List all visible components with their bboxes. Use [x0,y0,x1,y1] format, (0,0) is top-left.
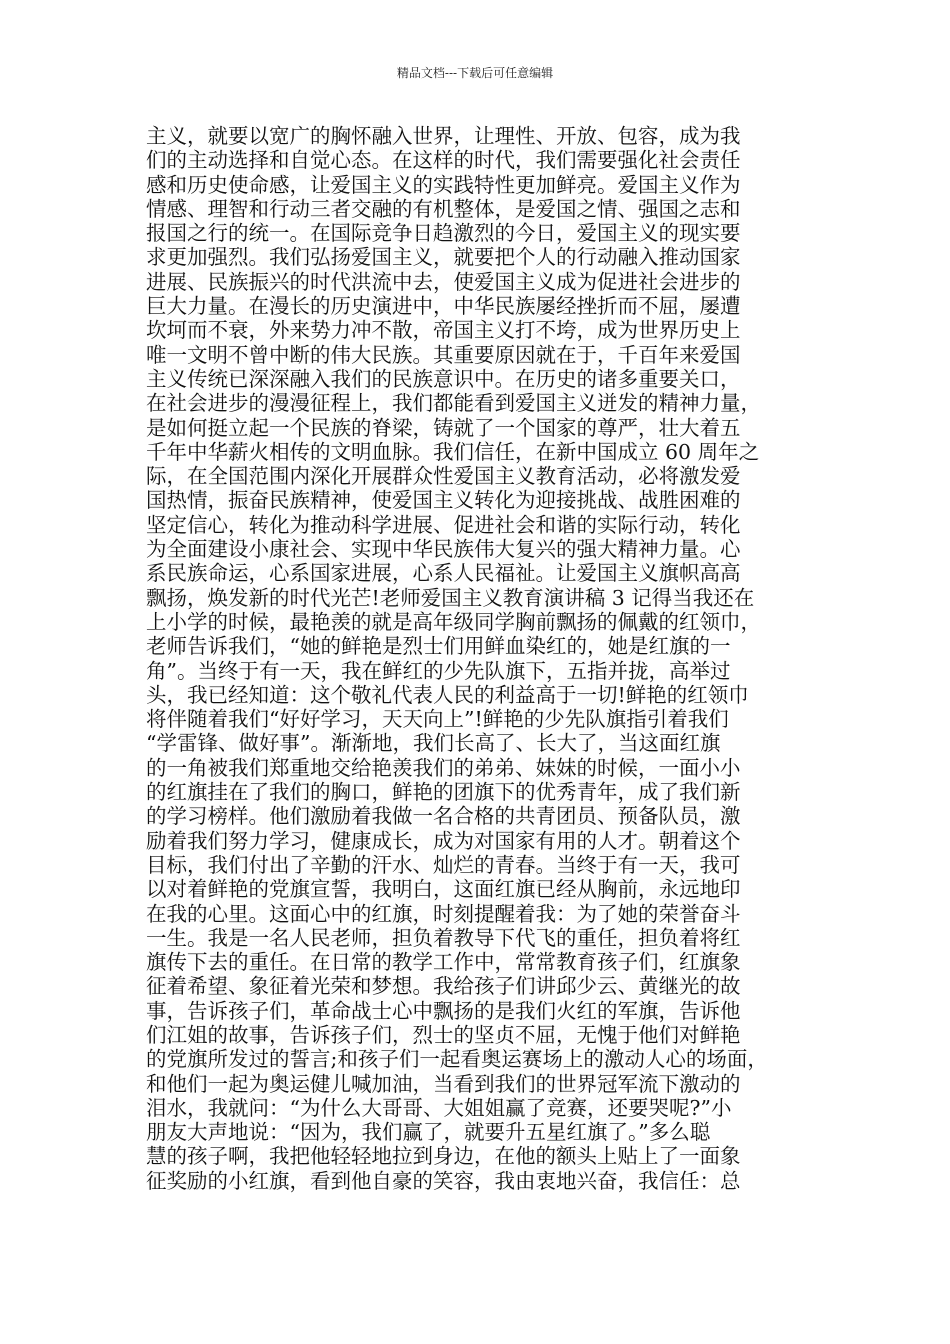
text-line: 感和历史使命感，让爱国主义的实践特性更加鲜亮。爱国主义作为 [146,172,741,197]
text-line: 主义，就要以宽广的胸怀融入世界，让理性、开放、包容，成为我 [146,124,741,148]
text-line: 角”。当终于有一天，我在鲜红的少先队旗下，五指并拢，高举过 [146,658,731,683]
text-line: 头，我已经知道：这个敬礼代表人民的利益高于一切!鲜艳的红领巾 [146,682,749,707]
text-line: 进展、民族振兴的时代洪流中去，使爱国主义成为促进社会进步的 [146,269,741,294]
text-line: 朋友大声地说：“因为，我们赢了，就要升五星红旗了。”多么聪 [146,1120,711,1145]
text-line: 泪水，我就问：“为什么大哥哥、大姐姐赢了竞赛，还要哭呢?”小 [146,1095,732,1120]
page-header: 精品文档---下载后可任意编辑 [396,66,554,80]
text-line: 征奖励的小红旗，看到他自豪的笑容，我由衷地兴奋，我信任：总 [146,1168,741,1193]
text-line: 求更加强烈。我们弘扬爱国主义，就要把个人的行动融入推动国家 [146,245,741,270]
text-line: 们江姐的故事，告诉孩子们，烈士的坚贞不屈，无愧于他们对鲜艳 [146,1022,741,1047]
text-line: 将伴随着我们“好好学习，天天向上”!鲜艳的少先队旗指引着我们 [146,707,729,732]
text-line: 和他们一起为奥运健儿喊加油，当看到我们的世界冠军流下激动的 [146,1071,741,1096]
text-line: 为全面建设小康社会、实现中华民族伟大复兴的强大精神力量。心 [146,537,741,562]
text-line: 上小学的时候，最艳羡的就是高年级同学胸前飘扬的佩戴的红领巾， [146,609,761,634]
text-line: 的一角被我们郑重地交给艳羡我们的弟弟、妹妹的时候，一面小小 [146,755,741,780]
body-text [146,124,816,1193]
text-line: 情感、理智和行动三者交融的有机整体，是爱国之情、强国之志和 [146,196,741,221]
text-line: 飘扬，焕发新的时代光芒!老师爱国主义教育演讲稿 3 记得当我还在 [146,585,755,610]
text-line: 的红旗挂在了我们的胸口，鲜艳的团旗下的优秀青年，成了我们新 [146,780,741,805]
text-line: 坎坷而不衰，外来势力冲不散，帝国主义打不垮，成为世界历史上 [146,318,741,343]
text-line: 主义传统已深深融入我们的民族意识中。在历史的诸多重要关口， [146,366,741,391]
text-line: 报国之行的统一。在国际竞争日趋激烈的今日，爱国主义的现实要 [146,221,741,246]
text-line: 慧的孩子啊，我把他轻轻地拉到身边，在他的额头上贴上了一面象 [146,1144,741,1169]
text-line: 以对着鲜艳的党旗宣誓，我明白，这面红旗已经从胸前，永远地印 [146,877,741,902]
text-line: 们的主动选择和自觉心态。在这样的时代，我们需要强化社会责任 [146,148,741,173]
text-line: 巨大力量。在漫长的历史演进中，中华民族屡经挫折而不屈，屡遭 [146,294,741,319]
text-line: 国热情，振奋民族精神，使爱国主义转化为迎接挑战、战胜困难的 [146,488,741,513]
text-line: 目标，我们付出了辛勤的汗水、灿烂的青春。当终于有一天，我可 [146,852,741,877]
text-line: 事，告诉孩子们，革命战士心中飘扬的是我们火红的军旗，告诉他 [146,998,741,1023]
text-line: “学雷锋、做好事”。渐渐地，我们长高了、长大了，当这面红旗 [146,731,721,756]
text-line: 旗传下去的重任。在日常的教学工作中，常常教育孩子们，红旗象 [146,950,741,975]
text-line: 的学习榜样。他们激励着我做一名合格的共青团员、预备队员，激 [146,804,741,829]
text-line: 际，在全国范围内深化开展群众性爱国主义教育活动，必将激发爱 [146,464,741,489]
text-line: 在我的心里。这面心中的红旗，时刻提醒着我：为了她的荣誉奋斗 [146,901,741,926]
text-line: 一生。我是一名人民老师，担负着教导下代飞的重任，担负着将红 [146,925,741,950]
text-line: 励着我们努力学习，健康成长，成为对国家有用的人才。朝着这个 [146,828,741,853]
text-line: 坚定信心，转化为推动科学进展、促进社会和谐的实际行动，转化 [146,512,741,537]
text-line: 在社会进步的漫漫征程上，我们都能看到爱国主义迸发的精神力量， [146,391,761,416]
text-line: 唯一文明不曾中断的伟大民族。其重要原因就在于，千百年来爱国 [146,342,741,367]
text-line: 征着希望、象征着光荣和梦想。我给孩子们讲邱少云、黄继光的故 [146,974,741,999]
text-line: 系民族命运，心系国家进展，心系人民福祉。让爱国主义旗帜高高 [146,561,741,586]
text-line: 是如何挺立起一个民族的脊梁，铸就了一个国家的尊严，壮大着五 [146,415,741,440]
text-line: 老师告诉我们，“她的鲜艳是烈士们用鲜血染红的，她是红旗的一 [146,634,731,659]
text-line: 千年中华薪火相传的文明血脉。我们信任，在新中国成立 60 周年之 [146,439,760,464]
text-line: 的党旗所发过的誓言;和孩子们一起看奥运赛场上的激动人心的场面， [146,1047,768,1072]
